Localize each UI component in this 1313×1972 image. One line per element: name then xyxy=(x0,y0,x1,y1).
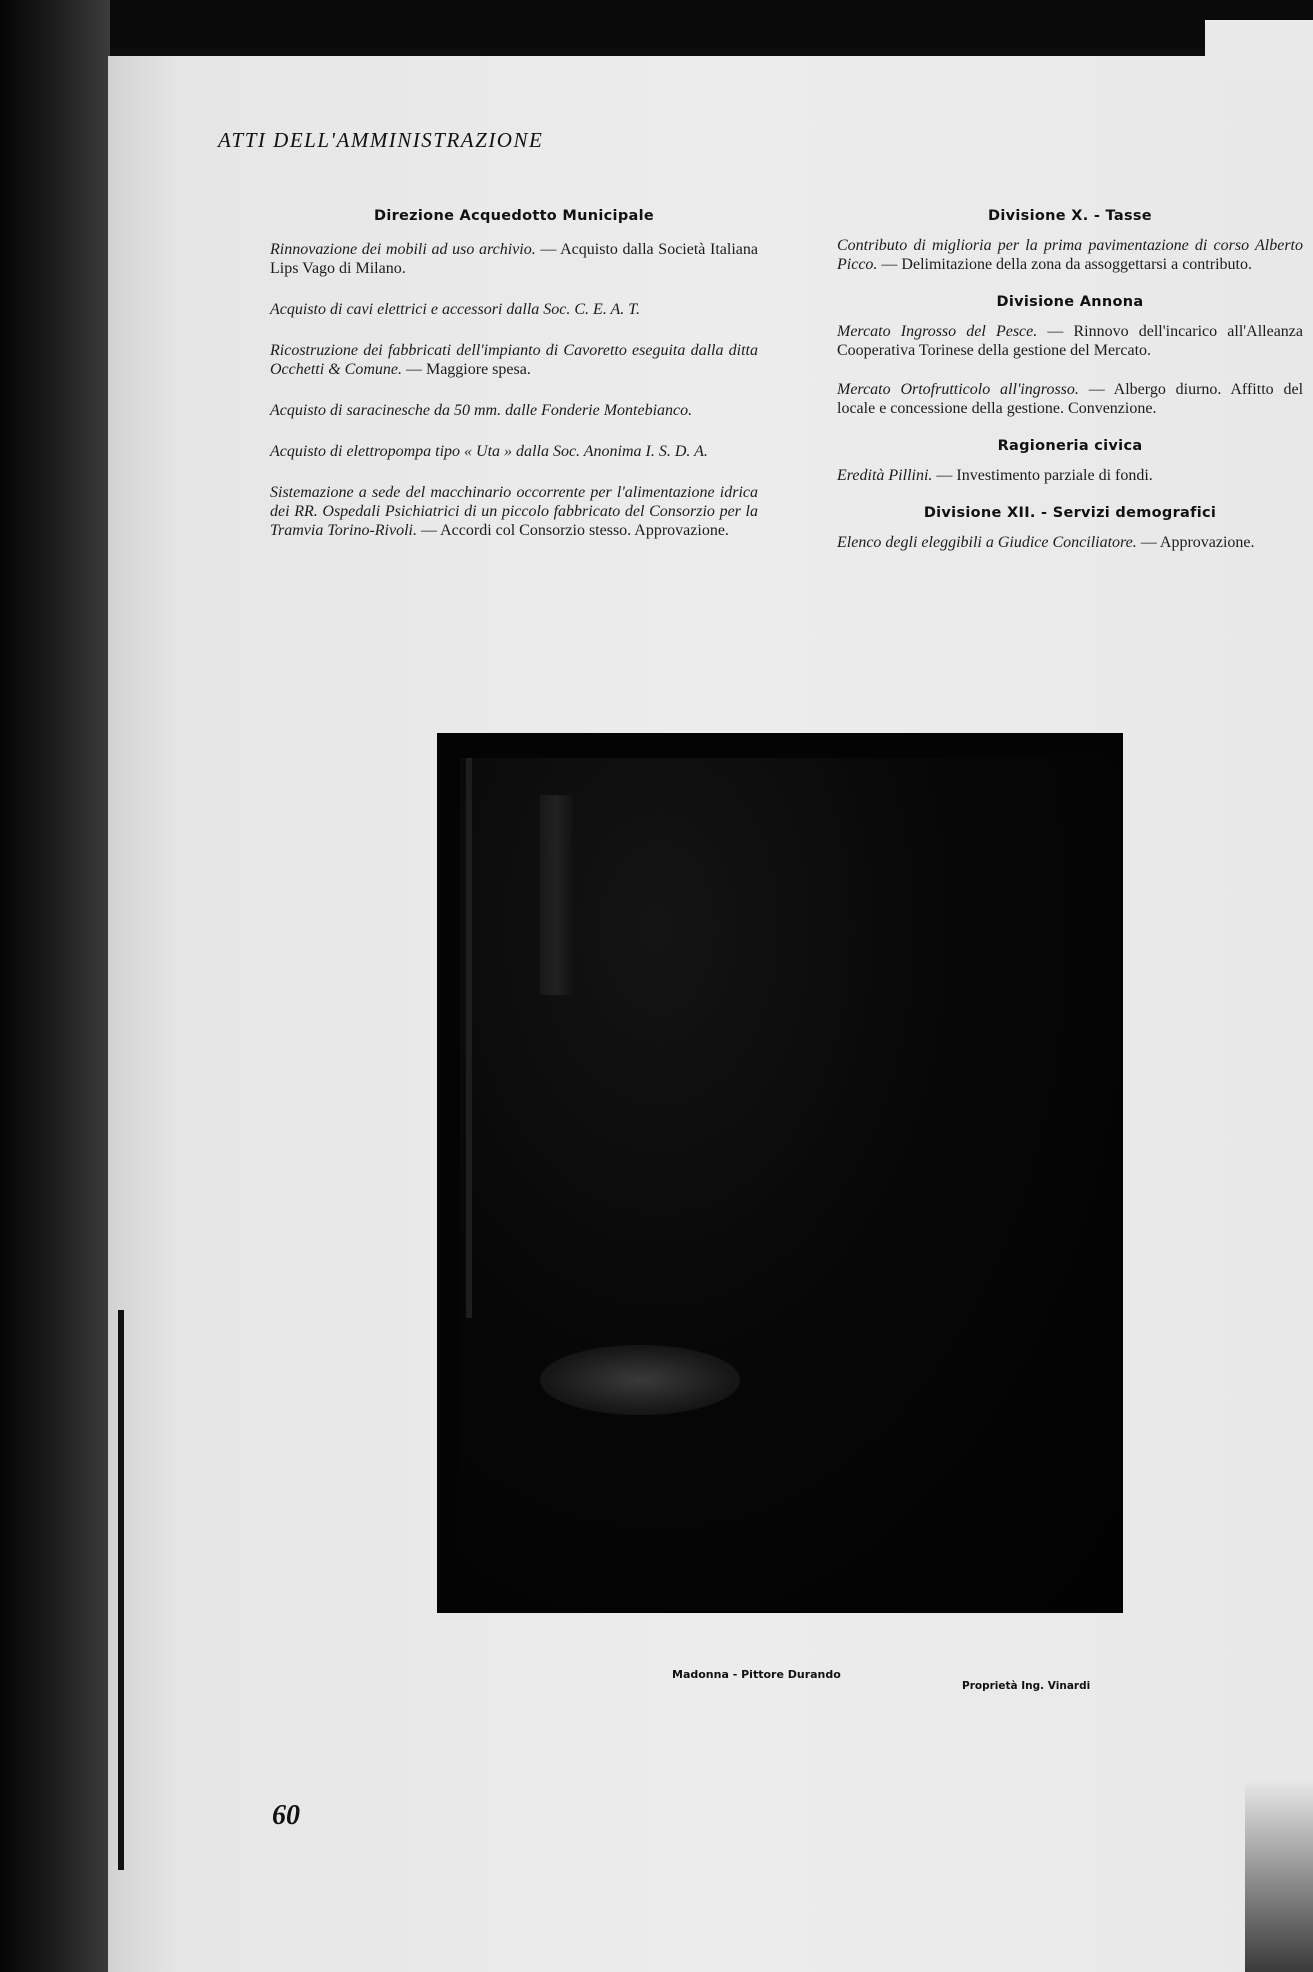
entry-text: — Accordi col Consorzio stesso. Approvazione. xyxy=(416,522,729,539)
entry xyxy=(837,533,1303,552)
entry xyxy=(270,401,758,420)
entry xyxy=(270,240,758,278)
entry-subject: Acquisto di elettropompa tipo « Uta » dalla Soc. Anonima I. S. D. A. xyxy=(270,443,708,460)
entry-subject: Mercato Ortofrutticolo all'ingrosso. xyxy=(837,381,1079,398)
painting-window-light xyxy=(540,795,572,995)
section-title: Divisione XII. - Servizi demografici xyxy=(923,505,1217,521)
painting-frame-edge xyxy=(466,758,472,1318)
section-title: Divisione X. - Tasse xyxy=(988,208,1152,224)
entry-subject: Mercato Ingrosso del Pesce. xyxy=(837,323,1038,340)
entry-text: — Investimento parziale di fondi. xyxy=(932,467,1153,484)
entry-text: — Maggiore spesa. xyxy=(401,361,531,378)
section-title: Divisione Annona xyxy=(996,294,1144,310)
scan-top-band xyxy=(0,0,1313,48)
entry-text: — Delimitazione della zona da assoggettarsi a contributo. xyxy=(877,256,1252,273)
entry-subject: Sistemazione a sede del macchinario occorrente per l'alimentazione idrica dei RR. Ospedali Psichiatrici di un piccolo fabbricato del Consorzio per la Tramvia Torino-Rivoli. xyxy=(270,484,758,539)
entry-subject: Elenco degli eleggibili a Giudice Conciliatore. xyxy=(837,534,1137,551)
section-title: Direzione Acquedotto Municipale xyxy=(373,208,654,224)
entry xyxy=(837,380,1303,418)
entry-subject: Ricostruzione dei fabbricati dell'impianto di Cavoretto eseguita dalla ditta Occhetti & Comune. xyxy=(270,342,758,378)
entry xyxy=(270,442,758,461)
entry xyxy=(837,466,1303,485)
page-number: 60 xyxy=(272,1800,300,1831)
entry xyxy=(270,300,758,319)
scan-left-shadow xyxy=(0,0,110,1972)
entry-subject: Contributo di miglioria per la prima pavimentazione di corso Alberto Picco. xyxy=(837,237,1303,273)
entry-text: — Rinnovo dell'incarico all'Alleanza Cooperativa Torinese della gestione del Mercato. xyxy=(837,323,1303,359)
entry xyxy=(270,341,758,379)
painting-figure xyxy=(540,1345,740,1415)
entry xyxy=(837,236,1303,274)
entry-subject: Acquisto di saracinesche da 50 mm. dalle Fonderie Montebianco. xyxy=(270,402,693,419)
photo-caption: Madonna - Pittore Durando xyxy=(672,1668,841,1681)
entry-subject: Acquisto di cavi elettrici e accessori dalla Soc. C. E. A. T. xyxy=(270,301,641,318)
scan-bottom-shadow xyxy=(1245,1780,1313,1972)
page-header: ATTI DELL'AMMINISTRAZIONE xyxy=(218,128,544,152)
scan-top-right-edge xyxy=(1205,20,1313,78)
left-column xyxy=(270,208,758,562)
entry-text: — Albergo diurno. Affitto del locale e concessione della gestione. Convenzione. xyxy=(837,381,1304,417)
entry-text: — Approvazione. xyxy=(1136,534,1255,551)
photo-credit: Proprietà Ing. Vinardi xyxy=(962,1680,1091,1692)
entry xyxy=(837,322,1303,360)
entry-text: — Acquisto dalla Società Italiana Lips Vago di Milano. xyxy=(270,241,759,277)
entry-subject: Rinnovazione dei mobili ad uso archivio. xyxy=(270,241,536,258)
section-title: Ragioneria civica xyxy=(997,438,1143,454)
entry-subject: Eredità Pillini. xyxy=(837,467,933,484)
entry xyxy=(270,483,758,540)
page-edge-bar xyxy=(118,1310,124,1870)
right-column xyxy=(837,208,1303,572)
